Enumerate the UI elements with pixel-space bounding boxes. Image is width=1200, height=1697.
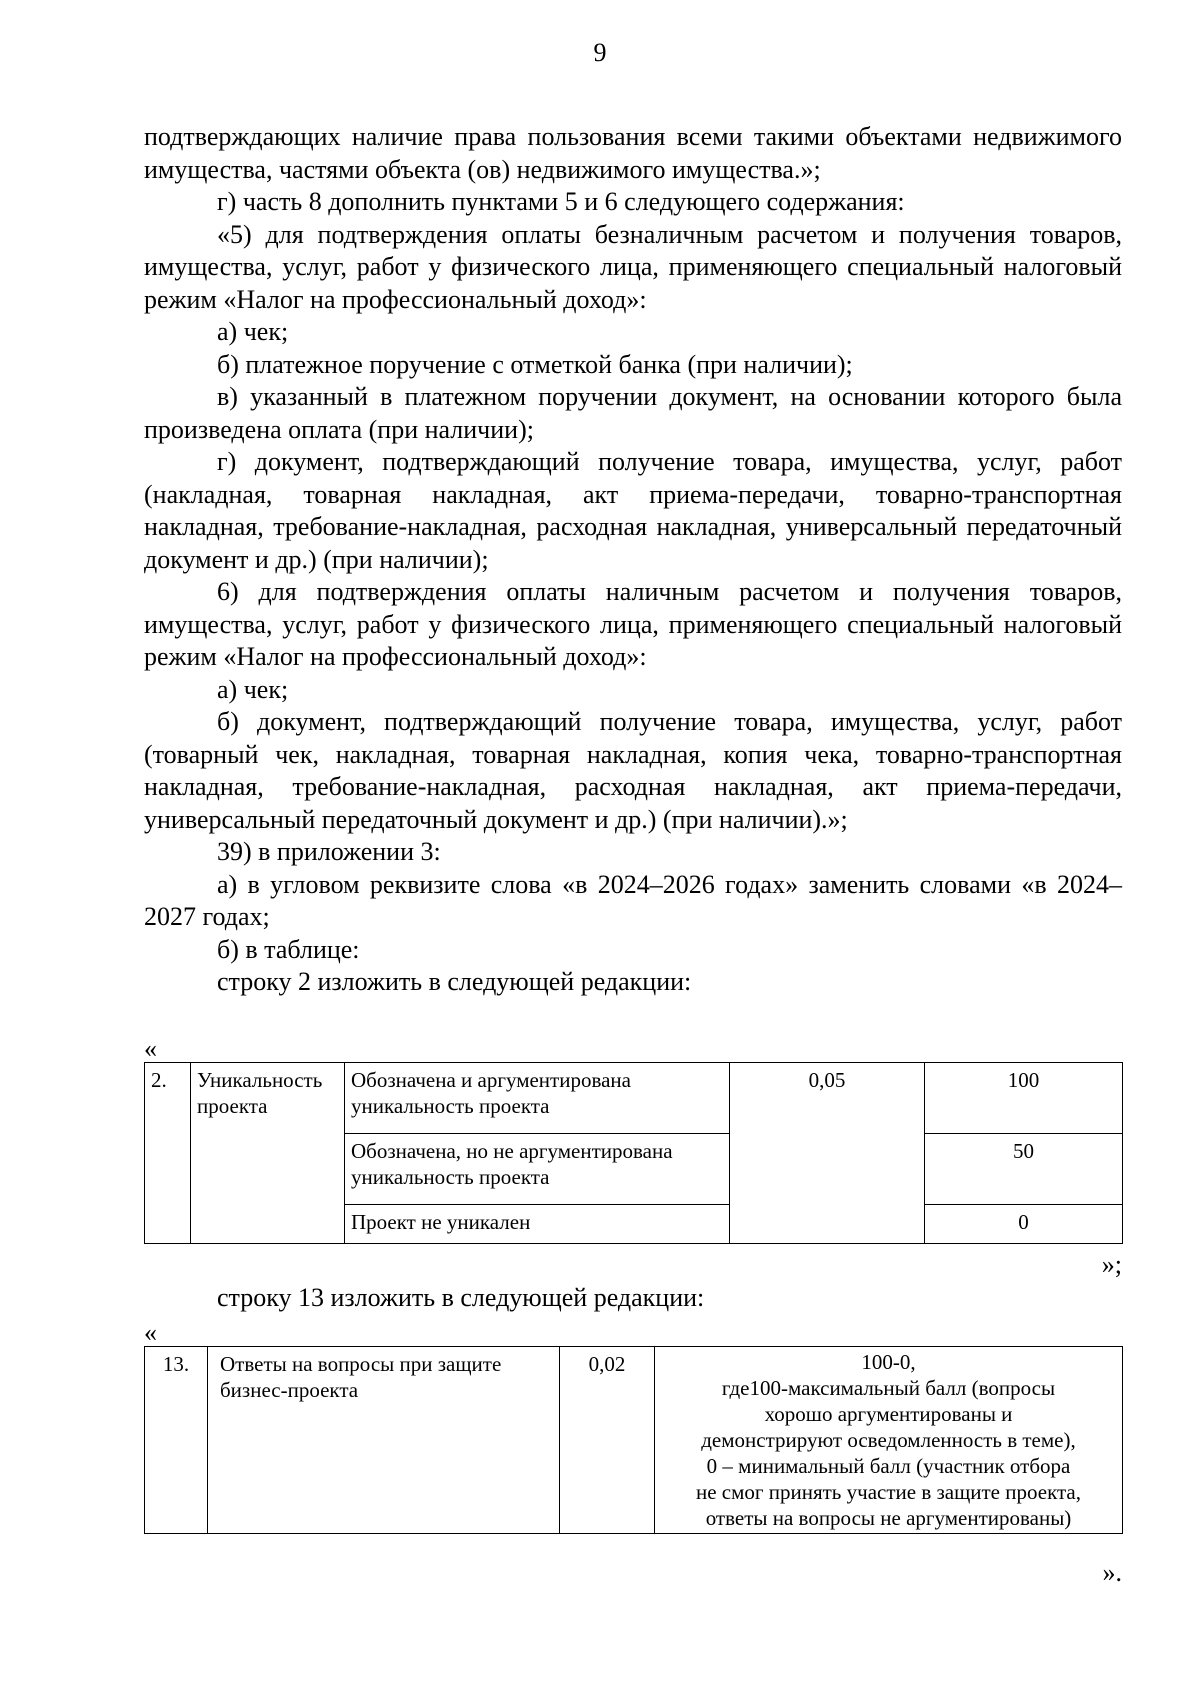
criterion-cell: Уникальность проекта <box>191 1063 345 1244</box>
score-line: не смог принять участие в защите проекта, <box>695 1480 1082 1504</box>
paragraph: строку 13 изложить в следующей редакции: <box>217 1283 705 1312</box>
paragraph: б) в таблице: <box>217 934 360 964</box>
score-cell: 100 <box>925 1063 1123 1134</box>
paragraph: в) указанный в платежном поручении документ, на основании которого была произведена оплата (при наличии); <box>144 382 1122 444</box>
row-number: 13. <box>145 1347 208 1534</box>
paragraph: а) чек; <box>217 317 289 346</box>
paragraph: г) документ, подтверждающий получение товара, имущества, услуг, работ (накладная, товарная накладная, акт приема-передачи, товарно-транспортная накладная, требование-накладная, расходная накладная, универсальный передаточный документ и др.) (при наличии); <box>144 447 1122 574</box>
document-body <box>144 121 1122 999</box>
paragraph: 39) в приложении 3: <box>217 837 441 866</box>
quote-close-mark: »; <box>1101 1250 1122 1279</box>
quote-open-mark: « <box>144 1034 157 1063</box>
score-line: 0 – минимальный балл (участник отбора <box>706 1454 1071 1478</box>
weight-cell: 0,05 <box>730 1063 925 1244</box>
quote-open-mark: « <box>144 1318 157 1347</box>
document-body-cont <box>144 1282 1122 1315</box>
description-cell: Проект не уникален <box>345 1205 730 1244</box>
score-cell: 0 <box>925 1205 1123 1244</box>
score-line: ответы на вопросы не аргументированы) <box>705 1506 1072 1530</box>
paragraph: «5) для подтверждения оплаты безналичным расчетом и получения товаров, имущества, услуг, работ у физического лица, применяющего специальный налоговый режим «Налог на профессиональный доход»: <box>144 219 1122 314</box>
table-row <box>145 1347 1123 1534</box>
score-line: хорошо аргументированы и <box>764 1402 1013 1426</box>
quote-close-mark: ». <box>1102 1558 1122 1587</box>
score-cell <box>655 1347 1123 1534</box>
table-row-2 <box>144 1062 1123 1244</box>
table-row-13 <box>144 1346 1123 1534</box>
description-cell: Обозначена, но не аргументирована уникальность проекта <box>345 1134 730 1205</box>
paragraph: б) платежное поручение с отметкой банка (при наличии); <box>217 349 853 379</box>
table-row <box>145 1063 1123 1134</box>
paragraph: а) в угловом реквизите слова «в 2024–2026 годах» заменить словами «в 2024–2027 годах; <box>144 869 1122 931</box>
description-cell: Обозначена и аргументирована уникальность проекта <box>345 1063 730 1134</box>
weight-cell: 0,02 <box>560 1347 655 1534</box>
score-line: 100-0, <box>861 1350 916 1374</box>
page-number: 9 <box>593 38 607 67</box>
criterion-cell: Ответы на вопросы при защите бизнес-проекта <box>208 1347 560 1534</box>
paragraph: а) чек; <box>217 674 289 704</box>
paragraph: подтверждающих наличие права пользования всеми такими объектами недвижимого имущества, частями объекта (ов) недвижимого имущества.»; <box>144 122 1122 184</box>
score-cell: 50 <box>925 1134 1123 1205</box>
row-number: 2. <box>145 1063 191 1244</box>
score-line: где100-максимальный балл (вопросы <box>721 1376 1056 1400</box>
paragraph: г) часть 8 дополнить пунктами 5 и 6 следующего содержания: <box>217 187 905 216</box>
paragraph: б) документ, подтверждающий получение товара, имущества, услуг, работ (товарный чек, накладная, товарная накладная, копия чека, товарно-транспортная накладная, требование-накладная, расходная накладная, акт приема-передачи, универсальный передаточный документ и др.) (при наличии).»; <box>144 707 1122 834</box>
score-line: демонстрируют осведомленность в теме), <box>701 1428 1076 1452</box>
paragraph: 6) для подтверждения оплаты наличным расчетом и получения товаров, имущества, услуг, работ у физического лица, применяющего специальный налоговый режим «Налог на профессиональный доход»: <box>144 577 1122 671</box>
paragraph: строку 2 изложить в следующей редакции: <box>217 967 692 996</box>
